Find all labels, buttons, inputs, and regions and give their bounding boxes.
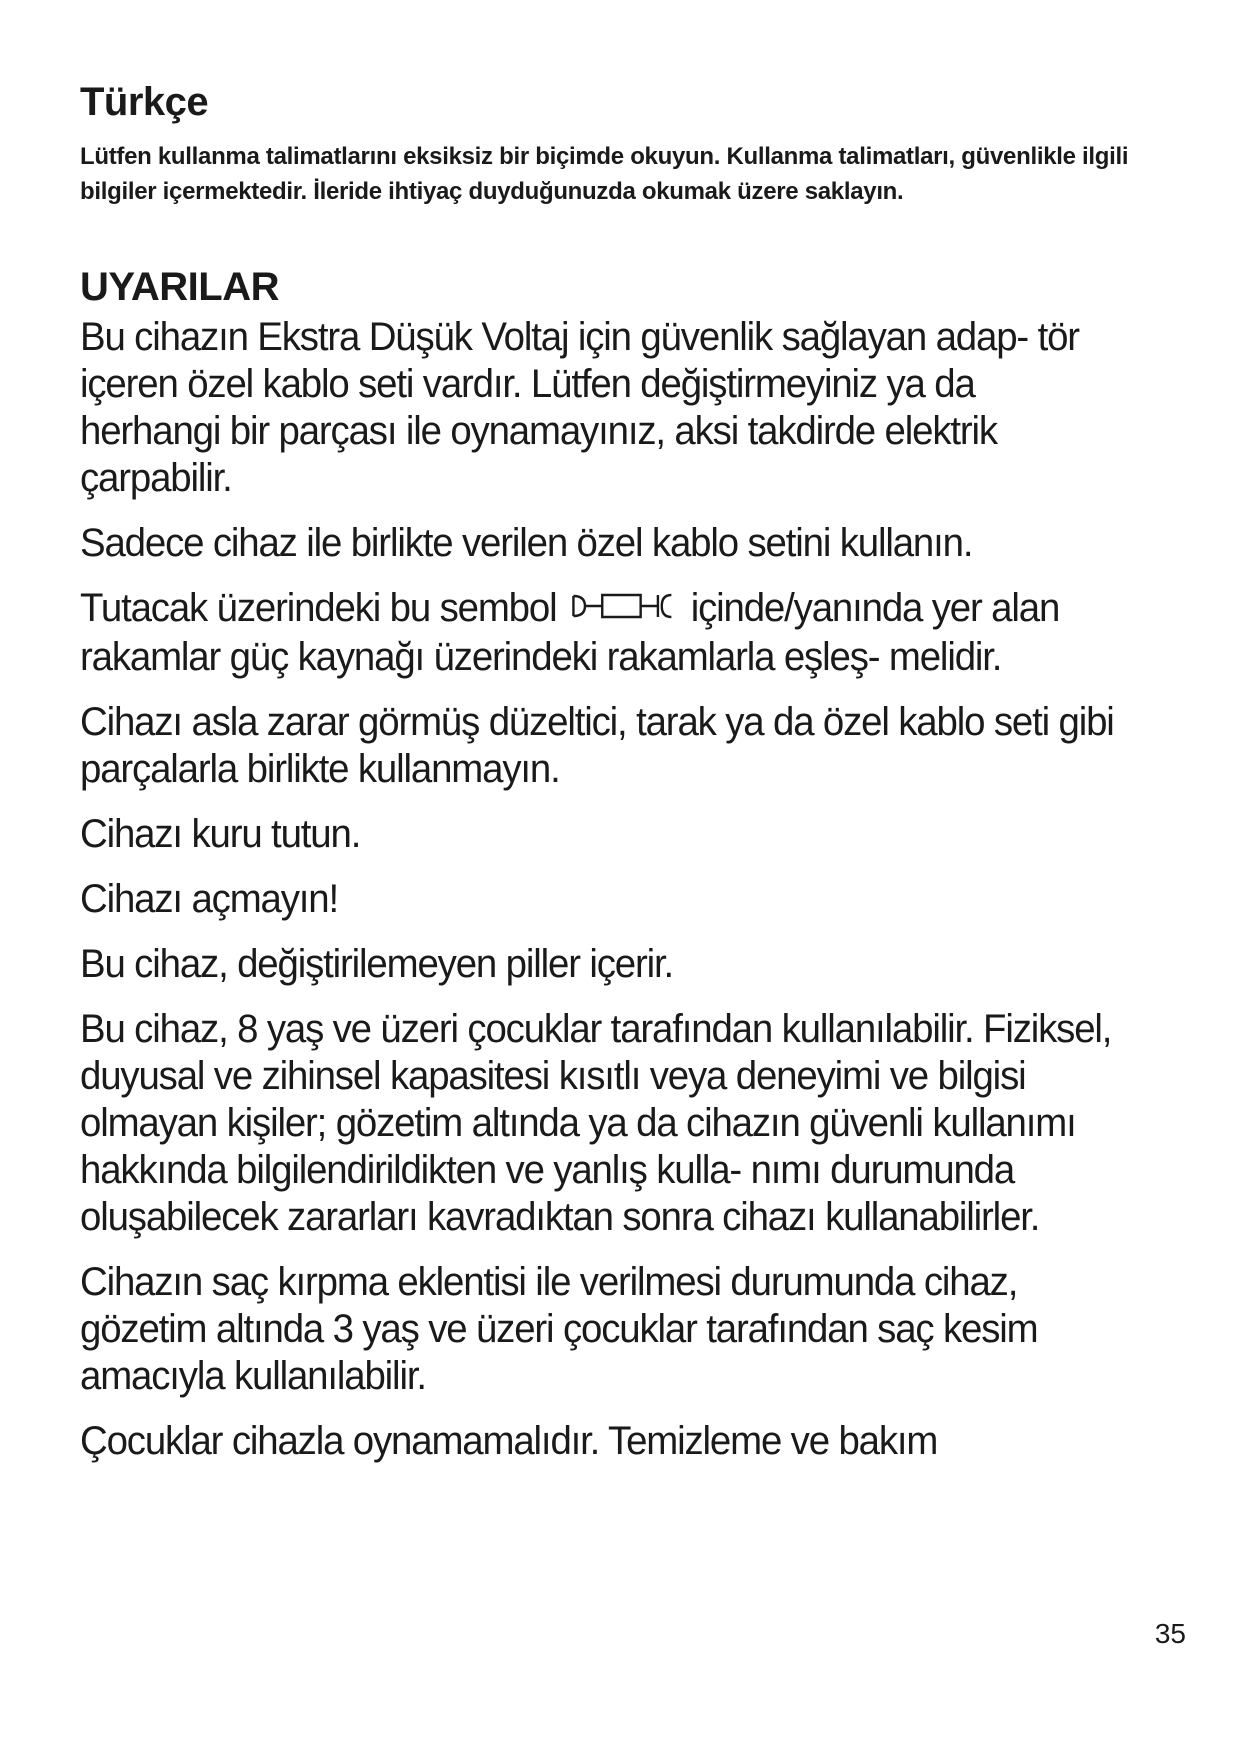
warning-paragraph-damaged-parts: Cihazı asla zarar görmüş düzeltici, tarak ya da özel kablo seti gibi parçalarla birlikte kullanmayın. — [80, 699, 1114, 791]
warning-paragraph-cable-set: Bu cihazın Ekstra Düşük Voltaj için güvenlik sağlayan adap- tör içeren özel kablo seti vardır. Lütfen değiştirmeyiniz ya da herhangi bir parçası ile oynamayınız, aksi takdirde elektrik çarpabilir. — [80, 315, 1079, 500]
warning-paragraph-keep-dry: Cihazı kuru tutun. — [80, 811, 361, 856]
warnings-heading: UYARILAR — [80, 265, 279, 309]
warning-paragraph-children-play: Çocuklar cihazla oynamamalıdır. Temizleme ve bakım — [80, 1418, 938, 1463]
cable-symbol-icon — [570, 587, 678, 634]
warning-paragraph-hair-clipper: Cihazın saç kırpma eklentisi ile verilmesi durumunda cihaz, gözetim altında 3 yaş ve üzeri çocuklar tarafından saç kesim amacıyla kullanılabilir. — [80, 1259, 1038, 1398]
symbol-text-before: Tutacak üzerindeki bu sembol — [80, 586, 557, 630]
warning-paragraph-use-supplied-cable: Sadece cihaz ile birlikte verilen özel kablo setini kullanın. — [80, 521, 973, 565]
warning-paragraph-do-not-open: Cihazı açmayın! — [80, 876, 339, 921]
symbol-text-after: içinde/yanında yer alan rakamlar güç kaynağı üzerindeki rakamlarla eşleş- melidir. — [80, 586, 1060, 679]
page-number: 35 — [1154, 1618, 1186, 1649]
warning-paragraph-symbol — [80, 585, 1117, 681]
warning-paragraph-batteries: Bu cihaz, değiştirilemeyen piller içerir. — [80, 941, 674, 986]
language-heading: Türkçe — [80, 80, 209, 124]
manual-page — [80, 80, 1180, 1483]
intro-text: Lütfen kullanma talimatlarını eksiksiz bir biçimde okuyun. Kullanma talimatları, güvenlikle ilgili bilgiler içermektedir. İleride ihtiyaç duyduğunuzda okumak üzere saklayın. — [80, 143, 1129, 205]
warning-paragraph-children-8: Bu cihaz, 8 yaş ve üzeri çocuklar tarafından kullanılabilir. Fiziksel, duyusal ve zihinsel kapasitesi kısıtlı veya deneyimi ve bilgisi olmayan kişiler; gözetim altında ya da cihazın güvenli kullanımı hakkında bilgilendirildikten ve yanlış kulla- nımı durumunda oluşabilecek zararları kavradıktan sonra cihazı kullanabilirler. — [80, 1006, 1112, 1239]
